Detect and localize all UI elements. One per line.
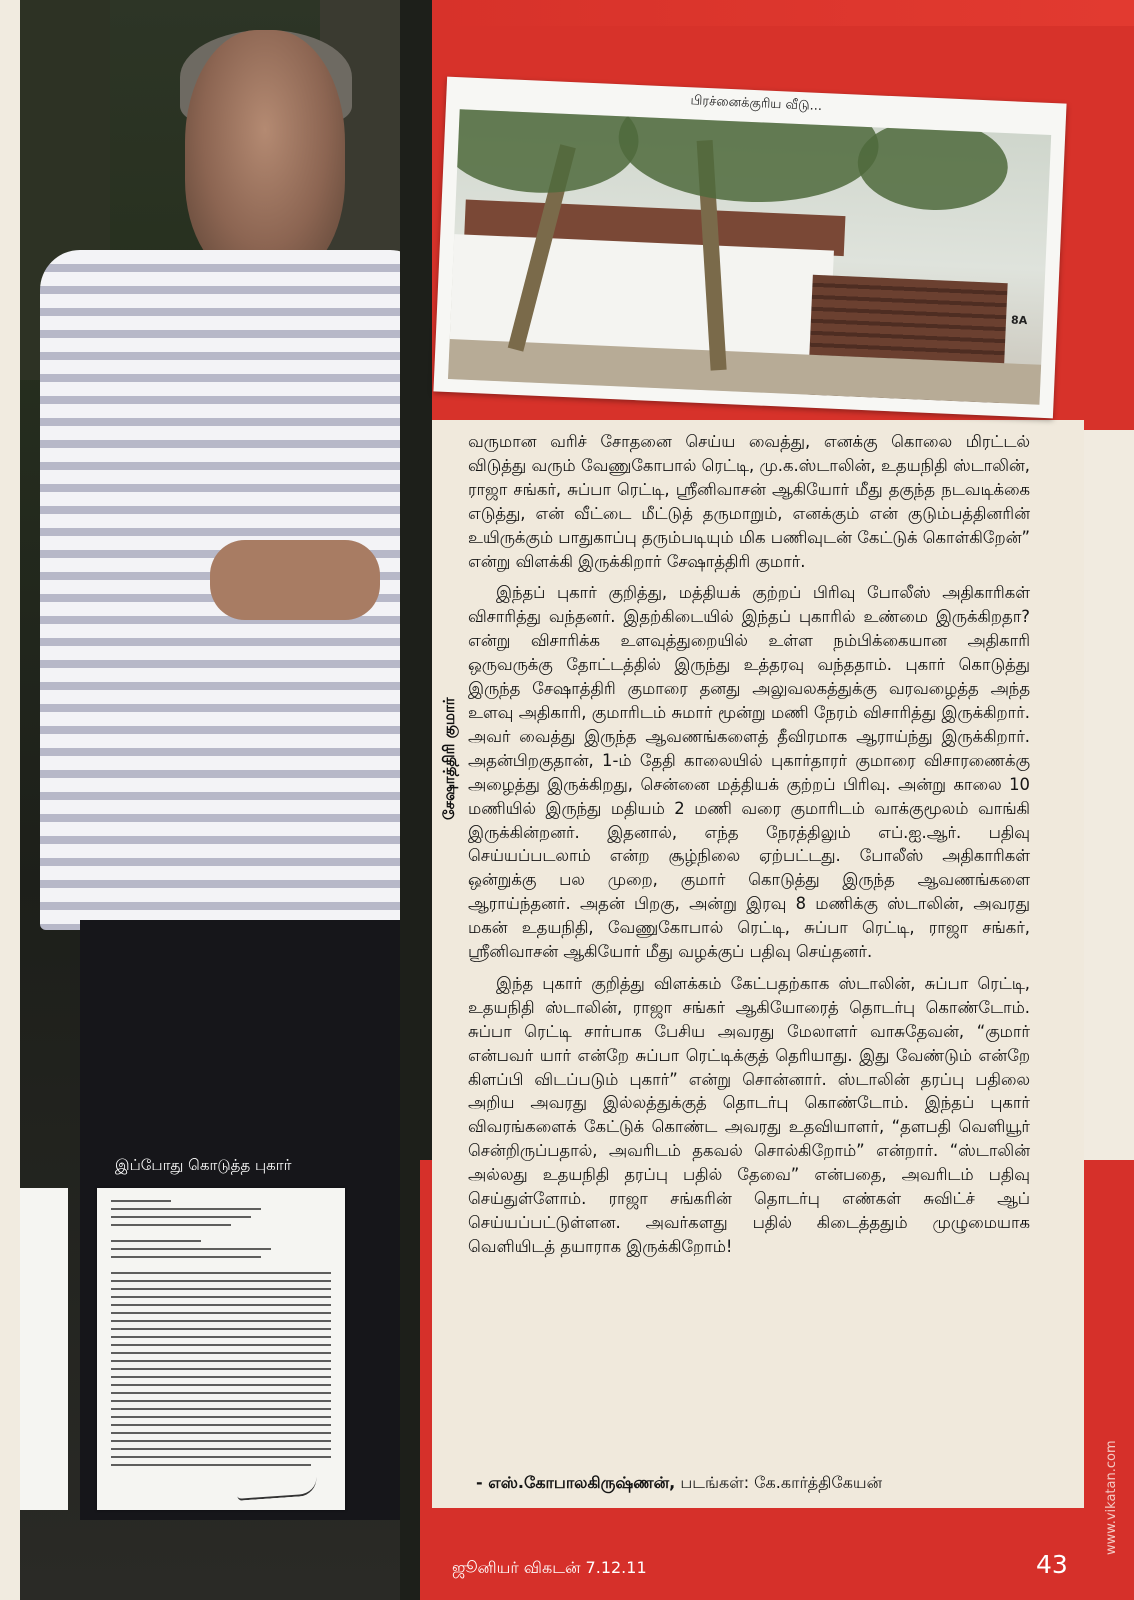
house-photo-frame: [433, 77, 1066, 419]
article-body: [468, 430, 1030, 1267]
article-paragraph: இந்தப் புகார் குறித்து, மத்தியக் குற்றப் பிரிவு போலீஸ் அதிகாரிகள் விசாரித்து வந்தனர். இதற்கிடையில் இந்தப் புகாரில் உண்மை இருக்கிறதா? என்று விசாரிக்க உளவுத்துறையில் உள்ள நம்பிக்கையான அதிகாரி ஒருவருக்கு தோட்டத்தில் இருந்து உத்தரவு வந்ததாம். புகார் கொடுத்து இருந்த சேஷாத்திரி குமாரை தனது அலுவலகத்துக்கு வரவழைத்த அந்த உளவு அதிகாரி, குமாரிடம் சுமார் மூன்று மணி நேரம் விசாரித்து இருக்கிறார். அவர் வைத்து இருந்த ஆவணங்களைத் தீவிரமாக ஆராய்ந்து இருக்கிறார். அதன்பிறகுதான், 1-ம் தேதி காலையில் புகார்தாரர் குமாரை விசாரணைக்கு அழைத்து இருக்கிறது, சென்னை மத்தியக் குற்றப் பிரிவு. அன்று காலை 10 மணியில் இருந்து மதியம் 2 மணி வரை குமாரிடம் வாக்குமூலம் வாங்கி இருக்கின்றனர். இதனால், எந்த நேரத்திலும் எப்.ஐ.ஆர். பதிவு செய்யப்படலாம் என்ற சூழ்நிலை ஏற்பட்டது. போலீஸ் அதிகாரிகள் ஒன்றுக்கு பல முறை, குமார் கொடுத்து இருந்த ஆவணங்களை ஆராய்ந்தனர். அதன் பிறகு, அன்று இரவு 8 மணிக்கு ஸ்டாலின், அவரது மகன் உதயநிதி, வேணுகோபால் ரெட்டி, சுப்பா ரெட்டி, ராஜா சங்கர், ஸ்ரீனிவாசன் ஆகியோர் மீது வழக்குப் பதிவு செய்தனர்.: [468, 583, 1030, 962]
document-caption: இப்போது கொடுத்த புகார்: [115, 1156, 292, 1174]
website-url: www.vikatan.com: [1104, 1440, 1119, 1555]
complaint-document-edge: [20, 1188, 68, 1510]
byline: [476, 1473, 882, 1494]
signature: [236, 1477, 317, 1501]
page-number: 43: [1036, 1550, 1068, 1579]
person-hands: [210, 540, 380, 620]
article-paragraph: இந்த புகார் குறித்து விளக்கம் கேட்பதற்காக ஸ்டாலின், சுப்பா ரெட்டி, உதயநிதி ஸ்டாலின், ராஜா சங்கர் ஆகியோரைத் தொடர்பு கொண்டோம். சுப்பா ரெட்டி சார்பாக பேசிய அவரது மேலாளர் வாசுதேவன், “குமார் என்பவர் யார் என்றே சுப்பா ரெட்டிக்குத் தெரியாது. இது வேண்டும் என்றே கிளப்பி விடப்படும் புகார்” என்று சொன்னார். ஸ்டாலின் தரப்பு பதிலை அறிய அவரது இல்லத்துக்குத் தொடர்பு கொண்டோம். இந்தப் புகார் விவரங்களைக் கேட்டுக் கொண்ட அவரது உதவியாளர், “தளபதி வெளியூர் சென்றிருப்பதால், அவரிடம் தகவல் சொல்கிறோம்” என்றார். “ஸ்டாலின் அல்லது உதயநிதி தரப்பு பதில் தேவை” என்பதை, அவரிடம் பதிவு செய்துள்ளோம். ராஜா சங்கரின் தொடர்பு எண்கள் சுவிட்ச் ஆப் செய்யப்பட்டுள்ளன. அவர்களது பதில் கிடைத்ததும் முழுமையாக வெளியிடத் தயாராக இருக்கிறோம்!: [468, 973, 1030, 1256]
article-paragraph: வருமான வரிச் சோதனை செய்ய வைத்து, எனக்கு கொலை மிரட்டல் விடுத்து வரும் வேணுகோபால் ரெட்டி, மு.க.ஸ்டாலின், உதயநிதி ஸ்டாலின், ராஜா சங்கர், சுப்பா ரெட்டி, ஸ்ரீனிவாசன் ஆகியோர் மீது தகுந்த நடவடிக்கை எடுத்து, என் வீட்டை மீட்டுத் தருமாறும், எனக்கும் என் குடும்பத்தினரின் உயிருக்கும் பாதுகாப்பு தரும்படியும் மிக பணிவுடன் கேட்டுக் கொள்கிறேன்” என்று விளக்கி இருக்கிறார் சேஷாத்திரி குமார்.: [468, 432, 1030, 571]
house-photo: [448, 109, 1051, 405]
byline-author: - எஸ்.கோபாலகிருஷ்ணன்,: [476, 1473, 676, 1492]
magazine-issue: ஜூனியர் விகடன் 7.12.11: [452, 1558, 647, 1577]
complaint-document: [97, 1188, 345, 1510]
house-photo-caption: பிரச்னைக்குரிய வீடு...: [690, 93, 823, 114]
byline-photos: படங்கள்: கே.கார்த்திகேயன்: [680, 1473, 883, 1492]
red-header-band: [432, 0, 1134, 26]
person-name-caption: சேஷாத்திரி குமார்: [440, 697, 458, 820]
house-number: 8A: [1010, 313, 1028, 328]
person-face: [185, 30, 345, 280]
